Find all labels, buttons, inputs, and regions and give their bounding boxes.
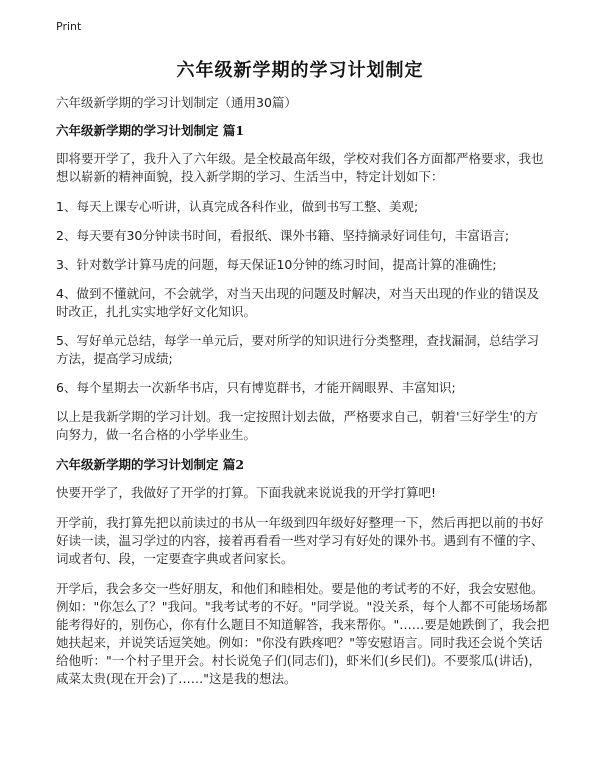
paragraph: 即将要开学了，我升入了六年级。是全校最高年级，学校对我们各方面都严格要求，我也想以崭新的精神面貌，投入新学期的学习、生活当中，特定计划如下：: [56, 151, 544, 184]
list-item: 5、写好单元总结，每学一单元后，要对所学的知识进行分类整理，查找漏洞，总结学习方法，提高学习成绩;: [56, 333, 539, 366]
list-item: 4、做到不懂就问，不会就学，对当天出现的问题及时解决，对当天出现的作业的错误及时改正，扎扎实实地学好文化知识。: [56, 286, 539, 319]
list-item: 1、每天上课专心听讲，认真完成各科作业，做到书写工整、美观;: [56, 199, 419, 214]
document-body: [56, 122, 550, 700]
print-label[interactable]: Print: [56, 20, 82, 33]
paragraph: 开学前，我打算先把以前读过的书从一年级到四年级好好整理一下，然后再把以前的书好好读一读，温习学过的内容，接着再看看一些对学习有好处的课外书。遇到有不懂的字、词或者句、段，一定要查字典或者问家长。: [56, 515, 544, 566]
list-item: 3、针对数学计算马虎的问题，每天保证10分钟的练习时间，提高计算的准确性;: [56, 257, 497, 272]
list-item: 6、每个星期去一次新华书店，只有博览群书，才能开阔眼界、丰富知识;: [56, 380, 456, 395]
paragraph: 开学后，我会多交一些好朋友，和他们和睦相处。要是他的考试考的不好，我会安慰他。例如："你怎么了？"我问。"我考试考的不好。"同学说。"没关系，每个人都不可能场场都能考得好的，别伤心，你有什么题目不知道解答，我来帮你。"……要是她跌倒了，我会把她扶起来，并说笑话逗笑她。例如："你没有跌疼吧？"等安慰语言。同时我还会说个笑话给他听："一个村子里开会。村长说兔子们(同志们)，虾米们(乡民们)。不要浆瓜(讲话)，咸菜太贵(现在开会)了……"这是我的想法。: [56, 581, 550, 686]
paragraph: 以上是我新学期的学习计划。我一定按照计划去做，严格要求自己，朝着'三好学生'的方向努力，做一名合格的小学毕业生。: [56, 409, 538, 442]
page-title: 六年级新学期的学习计划制定: [176, 60, 424, 81]
document-subtitle: 六年级新学期的学习计划制定（通用30篇）: [56, 95, 297, 110]
section-heading-2: 六年级新学期的学习计划制定 篇2: [56, 457, 245, 472]
section-heading-1: 六年级新学期的学习计划制定 篇1: [56, 123, 245, 138]
list-item: 2、每天要有30分钟读书时间，看报纸、课外书籍、坚持摘录好词佳句，丰富语言;: [56, 228, 510, 243]
paragraph: 快要开学了，我做好了开学的打算。下面我就来说说我的开学打算吧!: [56, 485, 437, 500]
